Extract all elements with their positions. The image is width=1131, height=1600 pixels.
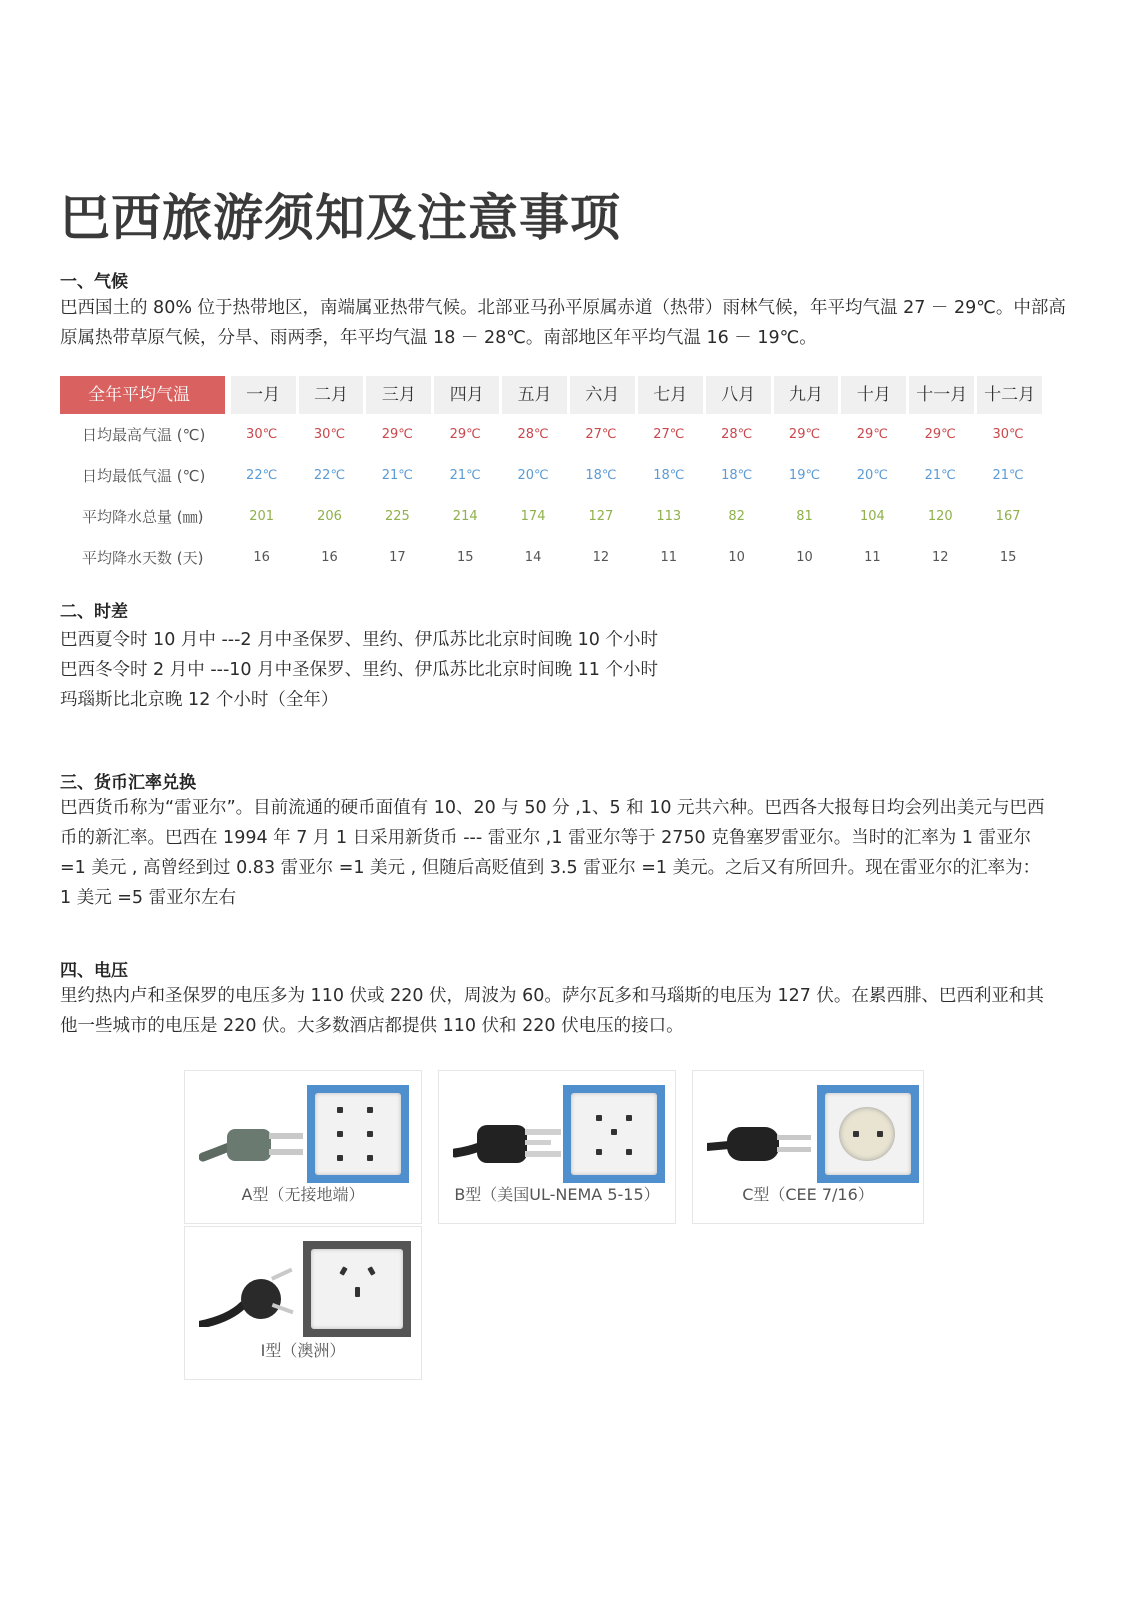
- plug-caption: I型（澳洲）: [260, 1341, 346, 1360]
- table-cell: 167: [995, 509, 1021, 524]
- month-header: 七月: [635, 376, 703, 414]
- table-cell: 22℃: [246, 468, 278, 483]
- table-cell: 11: [660, 550, 678, 565]
- table-header-label: 全年平均气温: [60, 376, 225, 414]
- month-header: 一月: [228, 376, 296, 414]
- climate-table-row: [60, 414, 1042, 455]
- page-title: 巴西旅游须知及注意事项: [60, 189, 621, 247]
- climate-table-row: [60, 537, 1042, 578]
- table-cell: 225: [384, 509, 410, 524]
- month-header: 十月: [838, 376, 906, 414]
- plug-caption: A型（无接地端）: [241, 1185, 365, 1204]
- table-cell: 14: [524, 550, 542, 565]
- table-cell: 113: [656, 509, 682, 524]
- table-cell: 18℃: [653, 468, 685, 483]
- table-cell: 17: [389, 550, 406, 565]
- section-heading-voltage: 四、电压: [60, 961, 128, 981]
- table-cell: 29℃: [788, 427, 821, 442]
- table-cell: 15: [456, 550, 474, 565]
- climate-table-header: [60, 376, 1042, 414]
- row-label: 平均降水天数 (天): [82, 549, 204, 567]
- month-header: 八月: [703, 376, 771, 414]
- climate-table: [60, 376, 1042, 578]
- table-cell: 201: [249, 509, 275, 524]
- timezone-line: 巴西冬令时 2 月中 ---10 月中圣保罗、里约、伊瓜苏比北京时间晚 11 个小时: [60, 660, 658, 680]
- table-cell: 18℃: [721, 468, 753, 483]
- table-cell: 21℃: [924, 468, 956, 483]
- row-label: 日均最低气温 (℃): [82, 467, 206, 485]
- table-cell: 20℃: [856, 468, 888, 483]
- month-header: 五月: [499, 376, 567, 414]
- table-cell: 81: [796, 509, 813, 524]
- table-cell: 29℃: [856, 427, 888, 442]
- plug-c-icon: [707, 1111, 817, 1171]
- socket-i-icon: [303, 1241, 411, 1337]
- table-cell: 15: [999, 550, 1017, 565]
- table-cell: 18℃: [585, 468, 617, 483]
- table-cell: 120: [927, 509, 953, 524]
- table-cell: 30℃: [246, 427, 278, 442]
- month-header: 十一月: [906, 376, 974, 414]
- climate-paragraph: 巴西国土的 80% 位于热带地区，南端属亚热带气候。北部亚马孙平原属赤道（热带）雨林气候，年平均气温 27 － 29℃。中部高原属热带草原气候，分旱、雨两季，年平均气温 18 － 28℃。南部地区年平均气温 16 － 19℃。: [60, 298, 1066, 348]
- plug-i-icon: [199, 1267, 309, 1327]
- plug-caption: C型（CEE 7/16）: [742, 1185, 874, 1204]
- table-cell: 174: [520, 509, 546, 524]
- section-heading-timezone: 二、时差: [60, 602, 128, 622]
- table-cell: 21℃: [449, 468, 481, 483]
- table-cell: 22℃: [313, 468, 346, 483]
- month-header: 三月: [363, 376, 431, 414]
- plug-card-b: [438, 1070, 676, 1224]
- month-header: 六月: [567, 376, 635, 414]
- table-cell: 10: [728, 550, 745, 565]
- table-cell: 12: [592, 550, 610, 565]
- table-cell: 28℃: [517, 427, 549, 442]
- table-cell: 29℃: [449, 427, 481, 442]
- table-cell: 19℃: [788, 468, 821, 483]
- plug-card-c: [692, 1070, 924, 1224]
- plug-card-i: [184, 1226, 422, 1380]
- month-header: 九月: [771, 376, 839, 414]
- timezone-line: 玛瑙斯比北京晚 12 个小时（全年）: [60, 690, 339, 710]
- plug-a-icon: [199, 1111, 309, 1171]
- table-cell: 214: [452, 509, 478, 524]
- climate-table-row: [60, 496, 1042, 537]
- plug-b-icon: [453, 1111, 568, 1171]
- section-heading-currency: 三、货币汇率兑换: [60, 773, 196, 793]
- month-header: 四月: [431, 376, 499, 414]
- table-cell: 28℃: [721, 427, 753, 442]
- month-header: 二月: [296, 376, 364, 414]
- currency-paragraph: 巴西货币称为“雷亚尔”。目前流通的硬币面值有 10、20 与 50 分 ,1、5 和 10 元共六种。巴西各大报每日均会列出美元与巴西币的新汇率。巴西在 1994 年 7 月 1 日采用新货币 --- 雷亚尔 ,1 雷亚尔等于 2750 克鲁塞罗雷亚尔。当时的汇率为 1 雷亚尔 =1 美元 , 高曾经到过 0.83 雷亚尔 =1 美元 , 但随后高贬值到 3.5 雷亚尔 =1 美元。之后又有所回升。现在雷亚尔的汇率为：1 美元 =5 雷亚尔左右: [60, 798, 1045, 908]
- table-cell: 21℃: [381, 468, 413, 483]
- plug-card-a: [184, 1070, 422, 1224]
- socket-c-icon: [817, 1085, 919, 1183]
- section-heading-climate: 一、气候: [60, 272, 128, 292]
- table-cell: 16: [321, 550, 338, 565]
- table-cell: 27℃: [653, 427, 685, 442]
- table-cell: 82: [728, 509, 745, 524]
- table-cell: 27℃: [585, 427, 617, 442]
- socket-a-icon: [307, 1085, 409, 1183]
- table-cell: 11: [864, 550, 881, 565]
- climate-table-body: [60, 414, 1042, 578]
- voltage-paragraph: 里约热内卢和圣保罗的电压多为 110 伏或 220 伏，周波为 60。萨尔瓦多和马瑙斯的电压为 127 伏。在累西腓、巴西利亚和其他一些城市的电压是 220 伏。大多数酒店都提供 110 伏和 220 伏电压的接口。: [60, 986, 1044, 1036]
- row-label: 日均最高气温 (℃): [82, 426, 206, 444]
- table-cell: 30℃: [992, 427, 1024, 442]
- row-label: 平均降水总量 (㎜): [82, 508, 204, 526]
- table-cell: 10: [796, 550, 813, 565]
- table-cell: 20℃: [517, 468, 549, 483]
- month-header: 十二月: [974, 376, 1042, 414]
- timezone-line: 巴西夏令时 10 月中 ---2 月中圣保罗、里约、伊瓜苏比北京时间晚 10 个小时: [60, 630, 658, 650]
- climate-table-row: [60, 455, 1042, 496]
- table-cell: 104: [859, 509, 885, 524]
- table-cell: 12: [931, 550, 949, 565]
- table-cell: 29℃: [381, 427, 413, 442]
- table-cell: 21℃: [992, 468, 1024, 483]
- table-cell: 127: [588, 509, 614, 524]
- plug-caption: B型（美国UL-NEMA 5-15）: [454, 1185, 660, 1204]
- socket-b-icon: [563, 1085, 665, 1183]
- table-cell: 30℃: [313, 427, 346, 442]
- table-cell: 16: [253, 550, 270, 565]
- table-cell: 206: [317, 509, 342, 524]
- table-cell: 29℃: [924, 427, 956, 442]
